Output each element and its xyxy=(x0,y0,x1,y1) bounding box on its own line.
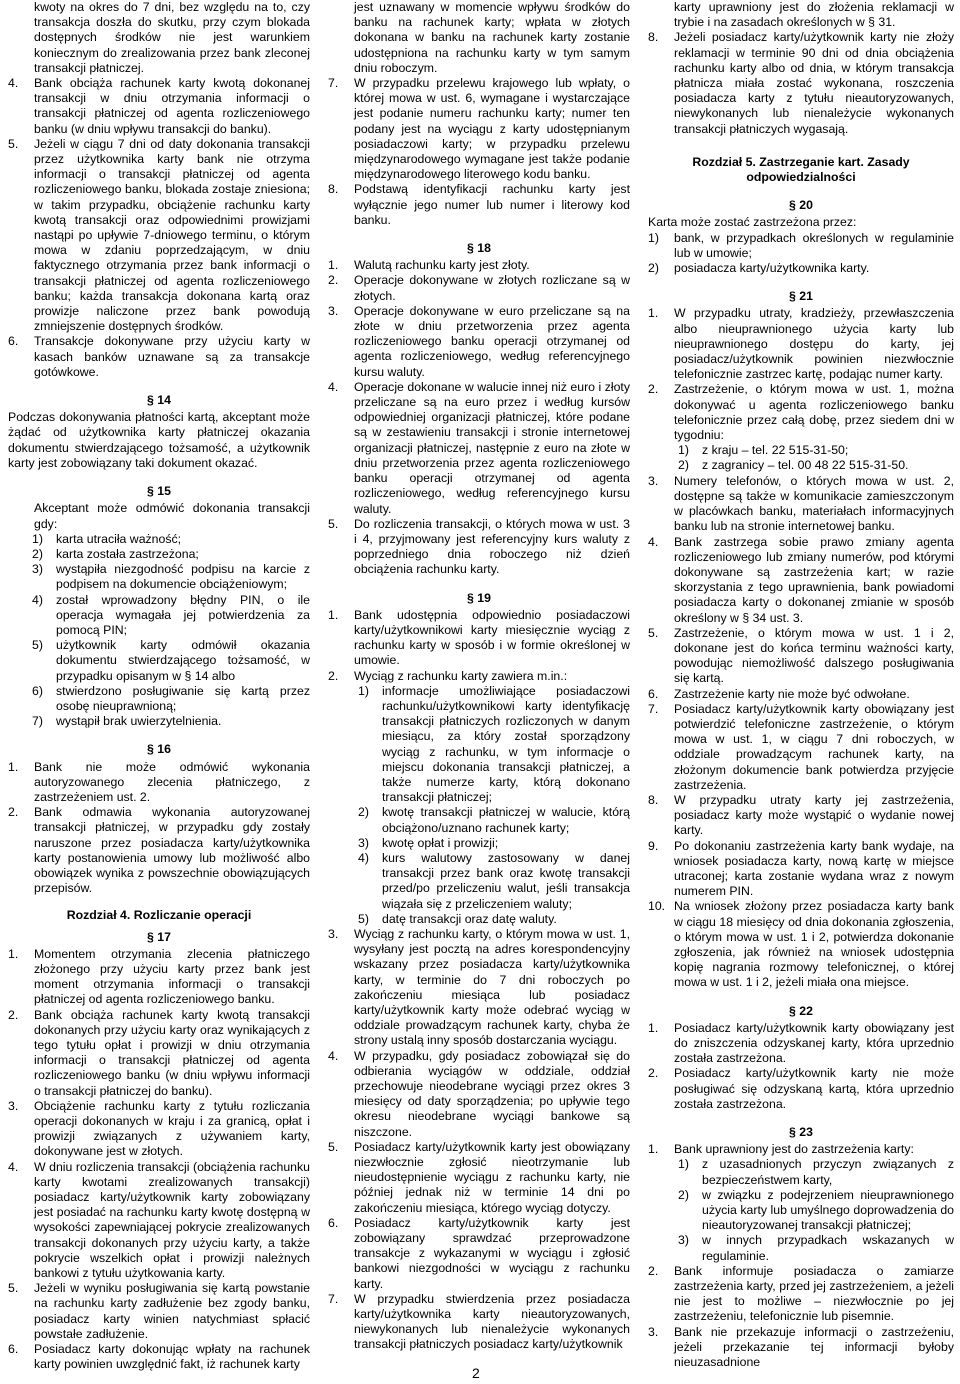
list-item: 3. Wyciąg z rachunku karty, o którym mowa w ust. 1, wysyłany jest pocztą na adres korespondencyjny wskazany przez posiadacza karty/użytkownika karty, w terminie do 7 dni roboczych po zakończeniu miesiąca lub posiadacz karty/użytkownik karty może odebrać wyciąg w oddziale prowadzącym rachunek karty, chyba że strony ustalą inny sposób dostarczania wyciągu. xyxy=(328,926,630,1048)
list-item: 5. Jeżeli w ciągu 7 dni od daty dokonania transakcji przez użytkownika karty bank nie otrzyma informacji o transakcji płatniczej od agenta rozliczeniowego banku, blokada zostaje zniesiona; w takim przypadku, obciążenie rachunku karty kwotą transakcji oraz odpowiednimi prowizjami nastąpi po upływie 7-dniowego terminu, o którym mowa w zdaniu poprzedzającym, w dniu faktycznego otrzymania przez bank informacji o transakcji płatniczej od agenta rozliczeniowego banku; każda transakcja dokonana kartą oraz prowizje naliczone przez bank powodują zmniejszenie dostępnych środków. xyxy=(8,136,310,334)
list-item: 1. Bank udostępnia odpowiednio posiadaczowi karty/użytkownikowi karty miesięcznie wyciąg z rachunku karty w sposób i w formie określonej w umowie. xyxy=(328,607,630,668)
section-18-list xyxy=(328,258,630,577)
list-item: 5) datę transakcji oraz datę waluty. xyxy=(358,911,557,926)
section-23-list xyxy=(648,1142,954,1370)
list-item: 2. Posiadacz karty/użytkownik karty nie może posługiwać się odzyskaną kartą, która uprzednio została zastrzeżona. xyxy=(648,1066,954,1111)
section-17-list-cont xyxy=(328,76,630,228)
chapter-4-heading: Rozdział 4. Rozliczanie operacji xyxy=(66,908,252,923)
section-21-list xyxy=(648,306,954,990)
section-19-list xyxy=(328,608,630,1353)
section-17-list xyxy=(8,947,310,1373)
list-item: 5. Do rozliczenia transakcji, o których mowa w ust. 3 i 4, przyjmowany jest referencyjny kurs waluty z poprzedniego dnia roboczego niż dzień obciążenia rachunku karty. xyxy=(328,516,630,577)
list-item: 8. W przypadku utraty karty jej zastrzeżenia, posiadacz karty może wystąpić o wydanie nowej karty. xyxy=(648,792,954,838)
list-item: 4. Operacje dokonane w walucie innej niż euro i złoty przeliczane są na euro przez i według kursów odpowiedniej organizacji płatniczej, które podane są w zestawieniu transakcji i stronie internetowej organizacji płatniczej, następnie z euro na złote w dniu przetworzenia przez agenta rozliczeniowego banku operacji otrzymanej od agenta rozliczeniowego, według referencyjnego kursu waluty. xyxy=(328,379,630,516)
list-item: 2) z zagranicy – tel. 00 48 22 515-31-50. xyxy=(678,458,909,473)
list-item: 4. Bank zastrzega sobie prawo zmiany agenta rozliczeniowego lub zmiany numerów, pod którymi dokonywane są zastrzeżenia kart; w razie skorzystania z tego uprawnienia, bank powiadomi posiadacza karty o dokonanej zmianie w sposób określony w § 34 ust. 3. xyxy=(648,534,954,625)
section-23-heading: § 23 xyxy=(789,1125,813,1140)
list-item: 6) stwierdzono posługiwanie się kartą przez osobę nieuprawnioną; xyxy=(32,683,310,713)
list-item: 2. Operacje dokonywane w złotych rozliczane są w złotych. xyxy=(328,273,630,303)
list-item: 6. Zastrzeżenie karty nie może być odwołane. xyxy=(648,686,910,701)
list-item: 1. Posiadacz karty/użytkownik karty obowiązany jest do zniszczenia odzyskanej karty, która uprzednio została zastrzeżona. xyxy=(648,1020,954,1066)
section-21-sublist xyxy=(674,443,954,473)
list-item: 6. Transakcje dokonywane przy użyciu karty w kasach banków uznawane są za transakcje gotówkowe. xyxy=(8,334,310,379)
list-item: 7. W przypadku stwierdzenia przez posiadacza karty/użytkownika karty nieautoryzowanych, niewykonanych lub nienależycie wykonanych transakcji płatniczych posiadacz karty/użytkownik xyxy=(328,1291,630,1352)
column-1 xyxy=(8,0,310,1372)
section-15-list xyxy=(8,532,310,730)
list-item: 2) kwotę transakcji płatniczej w walucie, którą obciążono/uznano rachunek karty; xyxy=(358,805,630,835)
list-item: 5. Posiadacz karty/użytkownik karty jest obowiązany niezwłocznie zgłosić nieotrzymanie lub nieudostępnienie wyciągu z rachunku karty, nie później jednak niż w terminie 14 dni po zakończeniu miesiąca, którego wyciąg dotyczy. xyxy=(328,1139,630,1215)
section-22-list xyxy=(648,1021,954,1112)
list-item: 1) karta utraciła ważność; xyxy=(32,531,182,546)
list-item: 1. Bank nie może odmówić wykonania autoryzowanego zlecenia płatniczego, z zastrzeżeniem ust. 2. xyxy=(8,759,310,804)
list-item: 7) wystąpił brak uwierzytelnienia. xyxy=(32,714,222,729)
section-21-heading: § 21 xyxy=(789,289,813,304)
list-item: 2) posiadacza karty/użytkownika karty. xyxy=(648,261,870,276)
column-2 xyxy=(328,0,630,1353)
list-item: 4. Bank obciąża rachunek karty kwotą dokonanej transakcji w dniu otrzymania informacji o transakcji płatniczej od agenta rozliczeniowego banku (w dniu wpływu transakcji do banku). xyxy=(8,76,310,136)
list-item: 3. Bank nie przekazuje informacji o zastrzeżeniu, jeżeli przekazanie tej informacji byłoby nieuzasadnione xyxy=(648,1324,954,1370)
section-16-list xyxy=(8,760,310,897)
list-item: 2) karta została zastrzeżona; xyxy=(32,546,199,561)
list-item: 3. Obciążenie rachunku karty z tytułu rozliczania operacji dokonanych w kraju i za granicą, opłat i prowizji związanych z używaniem karty, dokonywane jest w złotych. xyxy=(8,1098,310,1159)
section-20-heading: § 20 xyxy=(789,198,813,213)
list-item: 5. Jeżeli w wyniku posługiwania się kartą powstanie na rachunku karty zadłużenie bez zgody banku, posiadacz karty winien natychmiast spłacić powstałe zadłużenie. xyxy=(8,1281,310,1341)
list-item: 1. Bank uprawniony jest do zastrzeżenia karty: 1) z uzasadnionych przyczyn związanych z bezpieczeństwem karty, 2) w związku z podejrzeniem nieuprawnionego użycia karty lub umyślnego doprowadzenia do nieautoryzowanej transakcji płatniczej; 3) w innych przypadkach wskazanych w regulaminie. xyxy=(648,1142,954,1263)
list-item: 2. Bank odmawia wykonania autoryzowanej transakcji płatniczej, w przypadku gdy zostały naruszone przez posiadacza karty/użytkownika karty postanowienia umowy lub możliwość albo obowiązek wynika z powszechnie obowiązujących przepisów. xyxy=(8,805,310,896)
list-item: 2. Bank informuje posiadacza o zamiarze zastrzeżenia karty, przed jej zastrzeżeniem, a jeżeli nie jest to możliwe – niezwłocznie po jej zastrzeżeniu, telefonicznie lub pisemnie. xyxy=(648,1263,954,1324)
list-item: 3. Operacje dokonywane w euro przeliczane są na złote w dniu przetworzenia przez agenta rozliczeniowego banku operacji otrzymanej od agenta rozliczeniowego, według referencyjnego kursu waluty. xyxy=(328,303,630,379)
list-item: 2. Bank obciąża rachunek karty kwotą transakcji dokonanych przy użyciu karty oraz wynikających z tego tytułu opłat i prowizji w dniu otrzymania informacji o transakcji płatniczej od agenta rozliczeniowego banku (w dniu wpływu informacji o transakcji płatniczej do banku). xyxy=(8,1007,310,1098)
list-item: 5. Zastrzeżenie, o którym mowa w ust. 1 i 2, dokonane jest do końca terminu ważności karty, powodując niemożliwość dalszego posługiwania się kartą. xyxy=(648,625,954,686)
section-14-text: Podczas dokonywania płatności kartą, akceptant może żądać od użytkownika karty płatniczej okazania dokumentu stwierdzającego tożsamość, a użytkownik karty jest zobowiązany taki dokument okazać. xyxy=(8,410,310,470)
list-item: 2. Wyciąg z rachunku karty zawiera m.in.: 1) informacje umożliwiające posiadaczowi rachunku/użytkownikowi karty identyfikację transakcji płatniczych rozliczonych w danym miesiącu, za który został sporządzony wyciąg z rachunku, w tym informacje o miejscu dokonania transakcji płatniczej, a także numerze karty, którą dokonano transakcji płatniczej; 2) kwotę transakcji płatniczej w walucie, którą obciążono/uznano rachunek karty; 3) kwotę opłat i prowizji; 4) kurs walutowy zastosowany w danej transakcji przez bank oraz kwotę transakcji przed/po przeliczeniu walut, jeśli transakcja wiązała się z przeliczeniem waluty; 5) datę transakcji oraz datę waluty. xyxy=(328,668,630,926)
section-17-heading: § 17 xyxy=(147,929,171,944)
section-14-heading: § 14 xyxy=(147,393,171,408)
list-item: 1. Walutą rachunku karty jest złoty. xyxy=(328,258,530,273)
list-item: 3) w innych przypadkach wskazanych w regulaminie. xyxy=(678,1233,954,1263)
list-item: 1) informacje umożliwiające posiadaczowi rachunku/użytkownikowi karty identyfikację transakcji płatniczych rozliczonych w danym miesiącu, za który został sporządzony wyciąg z rachunku, w tym informacje o miejscu dokonania transakcji płatniczej, a także numerze karty, którą dokonano transakcji płatniczej; xyxy=(358,683,630,805)
column-3 xyxy=(648,0,954,1370)
section-16-heading: § 16 xyxy=(147,742,171,757)
list-item: 2. Zastrzeżenie, o którym mowa w ust. 1, można dokonywać u agenta rozliczeniowego banku telefonicznie przez całą dobę, przez siedem dni w tygodniu: 1) z kraju – tel. 22 515-31-50; 2) z zagranicy – tel. 00 48 22 515-31-50. xyxy=(648,382,954,473)
list-item: 3) wystąpiła niezgodność podpisu na karcie z podpisem na dokumencie obciążeniowym; xyxy=(32,562,310,592)
list-item: 7. Posiadacz karty/użytkownik karty obowiązany jest potwierdzić telefoniczne zastrzeżenie, o którym mowa w ust. 1, w ciągu 7 dni roboczych, w oddziale prowadzącym rachunek karty, na złożonym dokumencie bank potwierdza przyjęcie zastrzeżenia. xyxy=(648,701,954,792)
section-15-intro: Akceptant może odmówić dokonania transakcji gdy: xyxy=(34,501,310,531)
list-item: 2) w związku z podejrzeniem nieuprawnionego użycia karty lub umyślnego doprowadzenia do nieautoryzowanej transakcji płatniczej; xyxy=(678,1187,954,1233)
list-item: 7. W przypadku przelewu krajowego lub wpłaty, o której mowa w ust. 6, wymagane i wystarczające jest podanie numeru rachunku karty; numer ten podany jest na wyciągu z karty udostępnianym posiadaczowi karty; w przypadku przelewu międzynarodowego wymagane jest także podanie międzynarodowego literowego kodu banku. xyxy=(328,76,630,182)
section-20-intro: Karta może zostać zastrzeżona przez: xyxy=(648,215,857,230)
list-item: 9. Po dokonaniu zastrzeżenia karty bank wydaje, na wniosek posiadacza karty, nową kartę w miejsce utraconej; karta zostanie wydana wraz z nowym numerem PIN. xyxy=(648,838,954,899)
list-item: 1) z kraju – tel. 22 515-31-50; xyxy=(678,443,849,458)
list-item: 6. Posiadacz karty dokonując wpłaty na rachunek karty powinien uwzględnić fakt, iż rachunek karty xyxy=(8,1342,310,1372)
list-item: 10. Na wniosek złożony przez posiadacza karty bank w ciągu 18 miesięcy od dnia dokonania zgłoszenia, o którym mowa w ust. 1 i 2, potwierdza dokonanie zgłoszenia, jak również na wniosek udostępnia kopię nagrania rozmowy telefonicznej, o której mowa w ust. 1 i 2, jeżeli miała ona miejsce. xyxy=(648,899,954,990)
section-18-heading: § 18 xyxy=(467,241,491,256)
list-item: 4) kurs walutowy zastosowany w danej transakcji przez bank oraz kwotę transakcji przed/po przeliczeniu walut, jeśli transakcja wiązała się z przeliczeniem waluty; xyxy=(358,850,630,911)
section-22-heading: § 22 xyxy=(789,1003,813,1018)
section-20-list xyxy=(648,231,954,277)
section-13-list xyxy=(8,76,310,380)
section-15-heading: § 15 xyxy=(147,484,171,499)
section-19-sublist xyxy=(354,684,630,927)
list-item: 1) bank, w przypadkach określonych w regulaminie lub w umowie; xyxy=(648,230,954,260)
list-item: 4. W przypadku, gdy posiadacz zobowiązał się do odbierania wyciągów w oddziale, oddział przechowuje nieodebrane wyciągi przez okres 3 miesięcy od daty sporządzenia; po upływie tego okresu nieodebrane wyciągi bankowe są niszczone. xyxy=(328,1048,630,1139)
paragraph-continuation: jest uznawany w momencie wpływu środków do banku na rachunek karty; wpłata w złotych dokonana w banku na rachunek karty zostanie udostępniona na rachunku karty w tym samym dniu roboczym. xyxy=(354,0,630,75)
chapter-5-heading: Rozdział 5. Zastrzeganie kart. Zasady odpowiedzialności xyxy=(692,154,910,185)
list-item: 4. W dniu rozliczenia transakcji (obciążenia rachunku karty kwotami zrealizowanych transakcji) posiadacz karty/użytkownik karty zobowiązany jest posiadać na rachunku karty kwotę dostępną w wysokości zapewniającej pokrycie zrealizowanych transakcji dokonanych przy użyciu karty, a także pokrycie wszelkich opłat i prowizji należnych bankowi z tytułu użytkowania karty. xyxy=(8,1159,310,1281)
list-item: 1. Momentem otrzymania zlecenia płatniczego złożonego przy użyciu karty przez bank jest moment otrzymania informacji o transakcji płatniczej od agenta rozliczeniowego banku. xyxy=(8,946,310,1007)
list-item: 5) użytkownik karty odmówił okazania dokumentu stwierdzającego tożsamość, w przypadku opisanym w § 14 albo xyxy=(32,638,310,683)
list-item: 8. Jeżeli posiadacz karty/użytkownik karty nie złoży reklamacji w terminie 90 dni od dnia obciążenia rachunku karty albo od dnia, w którym transakcja płatnicza miała zostać wykonana, roszczenia posiadacza karty z tytułu nieautoryzowanych, niewykonanych lub nienależycie wykonanych transakcji płatniczych wygasają. xyxy=(648,30,954,136)
list-item: 1) z uzasadnionych przyczyn związanych z bezpieczeństwem karty, xyxy=(678,1157,954,1187)
list-item: 4) został wprowadzony błędny PIN, o ile operacja wymagała jej potwierdzenia za pomocą PIN; xyxy=(32,592,310,637)
paragraph-continuation: kwoty na okres do 7 dni, bez względu na to, czy transakcja doszła do skutku, przy czym blokada dostępnych środków nie jest warunkiem koniecznym do zrealizowania przez bank zleconej transakcji płatniczej. xyxy=(34,0,310,75)
section-19-list-cont xyxy=(648,30,954,136)
section-19-heading: § 19 xyxy=(467,590,491,605)
list-item: 3. Numery telefonów, o których mowa w ust. 2, dostępne są także w komunikacie zamieszczonym w placówkach banku, materiałach informacyjnych banku lub na stronie internetowej banku. xyxy=(648,473,954,534)
list-item: 8. Podstawą identyfikacji rachunku karty jest wyłącznie jego numer lub numer i literowy kod banku. xyxy=(328,182,630,227)
paragraph-continuation: karty uprawniony jest do złożenia reklamacji w trybie i na zasadach określonych w § 31. xyxy=(674,0,954,30)
page-number: 2 xyxy=(472,1365,480,1381)
list-item: 1. W przypadku utraty, kradzieży, przewłaszczenia albo nieuprawnionego użycia karty lub nieuprawnionego dostępu do karty, jej posiadacz/użytkownik powinien niezwłocznie telefonicznie zastrzec kartę, podając numer karty. xyxy=(648,306,954,382)
list-item: 3) kwotę opłat i prowizji; xyxy=(358,835,499,850)
list-item: 6. Posiadacz karty/użytkownik karty jest zobowiązany sprawdzać przeprowadzone transakcje z wykazanymi w wyciągu i zgłosić bankowi niezgodności w wyciągu z rachunku karty. xyxy=(328,1215,630,1291)
section-23-sublist xyxy=(674,1157,954,1263)
